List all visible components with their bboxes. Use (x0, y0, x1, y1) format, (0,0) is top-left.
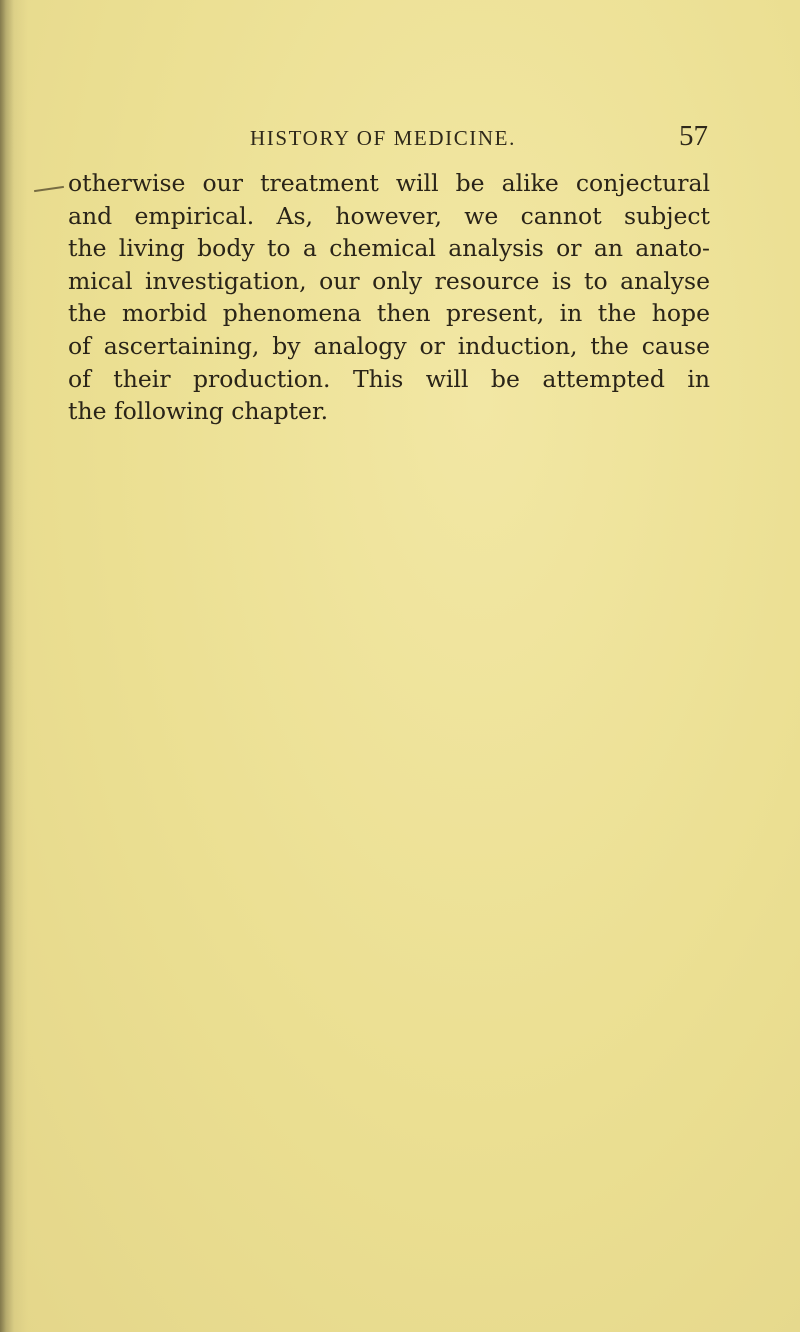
margin-pencil-mark (34, 186, 64, 192)
text-line: the living body to a chemical analysis or an anato- (68, 234, 710, 263)
running-title: HISTORY OF MEDICINE. (250, 126, 516, 150)
page-number: 57 (679, 120, 708, 152)
body-paragraph (68, 167, 710, 428)
text-line: of ascertaining, by analogy or induction, the cause (68, 331, 710, 360)
text-line: the following chapter. (68, 397, 329, 426)
text-line: and empirical. As, however, we cannot subject (68, 201, 710, 230)
text-line: of their production. This will be attempted in (68, 364, 710, 393)
running-head (68, 120, 708, 156)
text-line: otherwise our treatment will be alike conjectural (68, 169, 710, 197)
spine-shadow (0, 0, 14, 1332)
text-line: the morbid phenomena then present, in the hope (68, 299, 710, 328)
text-line: mical investigation, our only resource is to analyse (68, 266, 710, 295)
